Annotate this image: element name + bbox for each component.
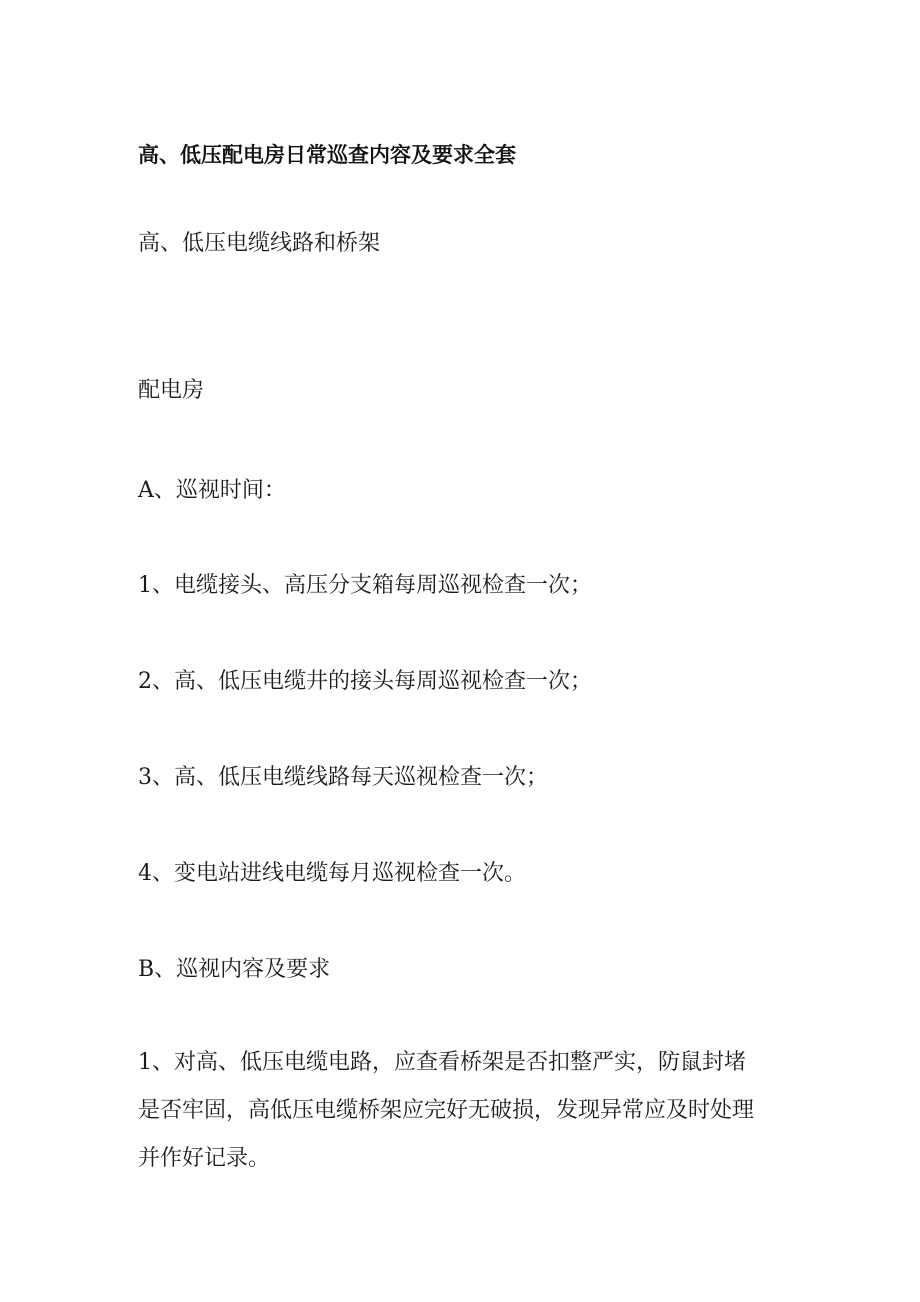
part-b-item-1-line-2: 是否牢固，高低压电缆桥架应完好无破损，发现异常应及时处理 [138, 1098, 755, 1123]
part-a-heading: A、巡视时间： [138, 478, 286, 503]
part-a-item-1: 1、电缆接头、高压分支箱每周巡视检查一次； [138, 573, 592, 598]
subtitle: 高、低压电缆线路和桥架 [138, 231, 381, 256]
part-a-item-3: 3、高、低压电缆线路每天巡视检查一次； [138, 765, 548, 790]
section-heading: 配电房 [138, 378, 205, 403]
part-b-heading: B、巡视内容及要求 [138, 957, 331, 982]
document-title: 高、低压配电房日常巡查内容及要求全套 [138, 143, 516, 167]
part-a-item-4: 4、变电站进线电缆每月巡视检查一次。 [138, 861, 526, 886]
part-b-item-1 [138, 1039, 798, 1183]
part-a-item-2: 2、高、低压电缆井的接头每周巡视检查一次； [138, 669, 592, 694]
part-b-item-1-line-1: 1、对高、低压电缆电路，应查看桥架是否扣整严实，防鼠封堵 [138, 1050, 746, 1075]
part-b-item-1-line-3: 并作好记录。 [138, 1146, 271, 1171]
